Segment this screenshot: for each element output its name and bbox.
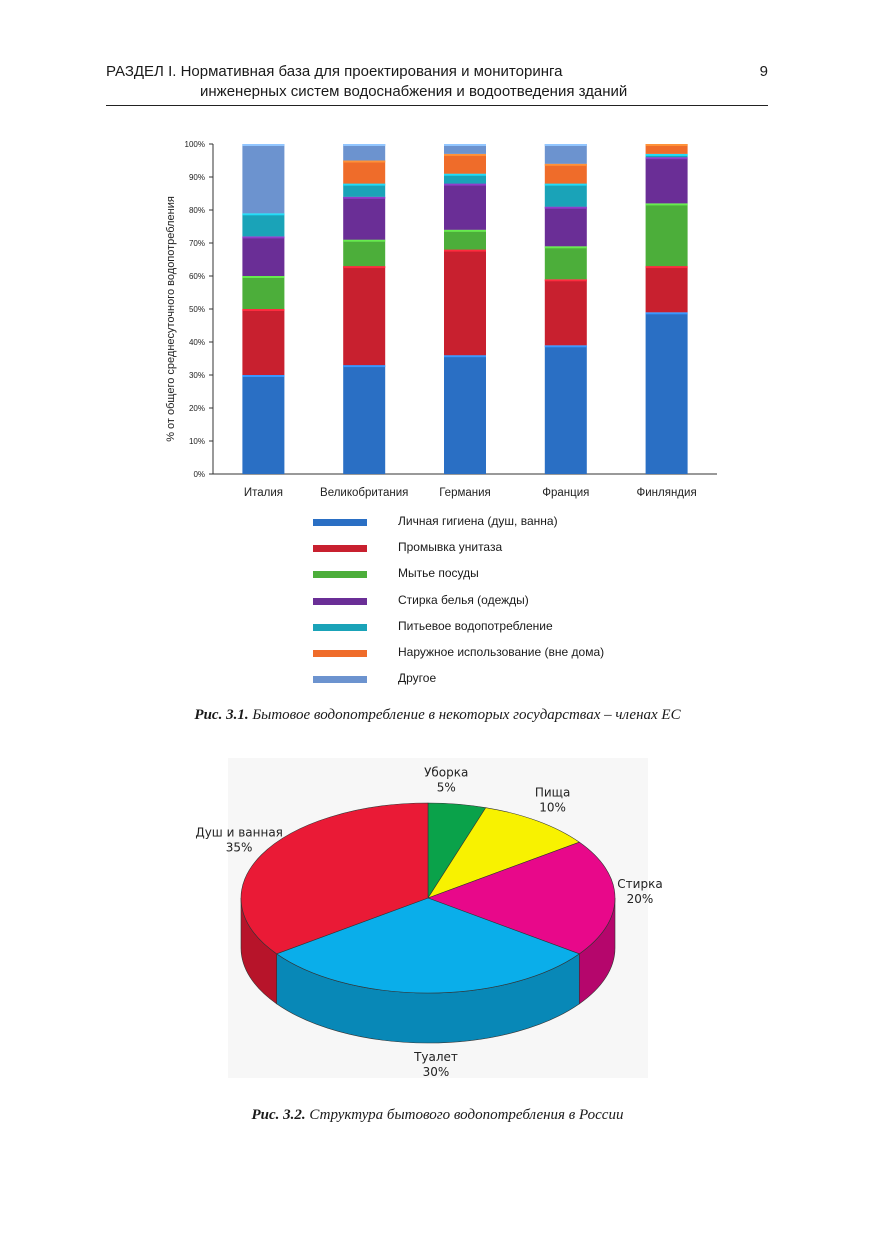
bar-segment-highlight bbox=[343, 161, 385, 163]
y-tick-label: 90% bbox=[188, 173, 205, 182]
figure-3-2-caption bbox=[0, 1107, 875, 1124]
bar-segment bbox=[646, 144, 688, 154]
header-title-line2: инженерных систем водоснабжения и водоотведения зданий bbox=[200, 83, 628, 100]
bar-segment-fill bbox=[343, 197, 385, 240]
pie-label bbox=[617, 877, 662, 906]
bar-segment-highlight bbox=[545, 144, 587, 146]
y-tick-label: 100% bbox=[184, 140, 205, 149]
y-tick-label: 20% bbox=[188, 404, 205, 413]
x-category-label: Германия bbox=[439, 487, 491, 499]
bar-segment-highlight bbox=[545, 184, 587, 186]
bar-segment-highlight bbox=[444, 355, 486, 357]
bar-segment bbox=[343, 266, 385, 365]
bar-segment bbox=[646, 154, 688, 157]
y-tick-label: 40% bbox=[188, 338, 205, 347]
pie-label-name: Душ и ванная bbox=[195, 825, 283, 840]
bar-segment bbox=[545, 345, 587, 474]
x-category-label: Великобритания bbox=[320, 487, 409, 499]
bar-segment-highlight bbox=[343, 184, 385, 186]
bar-segment bbox=[242, 309, 284, 375]
header-title-line1: РАЗДЕЛ I. Нормативная база для проектирования и мониторинга bbox=[106, 63, 563, 80]
bar-segment-highlight bbox=[545, 345, 587, 347]
pie-label-value: 10% bbox=[539, 800, 566, 815]
y-tick-label: 10% bbox=[188, 437, 205, 446]
y-tick-label: 0% bbox=[193, 470, 205, 479]
page-number: 9 bbox=[759, 63, 768, 80]
pie-label bbox=[413, 1050, 458, 1079]
pie-chart-3d bbox=[195, 758, 663, 1079]
bar-segment bbox=[545, 246, 587, 279]
bar-segment bbox=[444, 154, 486, 174]
bar-segment-highlight bbox=[343, 144, 385, 146]
bar-segment bbox=[545, 207, 587, 247]
bar-segment bbox=[343, 365, 385, 474]
y-tick-label: 30% bbox=[188, 371, 205, 380]
bar-segment bbox=[444, 250, 486, 356]
bar-segment-highlight bbox=[545, 279, 587, 281]
y-tick-label: 50% bbox=[188, 305, 205, 314]
legend-label: Личная гигиена (душ, ванна) bbox=[398, 514, 558, 528]
bar-segment-fill bbox=[242, 309, 284, 375]
bar-segment-fill bbox=[343, 161, 385, 184]
bar-segment-fill bbox=[343, 266, 385, 365]
bar-segment-highlight bbox=[444, 174, 486, 176]
bar-segment-fill bbox=[242, 236, 284, 276]
bar-segment bbox=[343, 240, 385, 266]
legend-label: Питьевое водопотребление bbox=[398, 618, 553, 633]
bar-segment-fill bbox=[242, 144, 284, 213]
legend-swatch bbox=[313, 545, 367, 552]
bar-segment-fill bbox=[646, 203, 688, 266]
bar-segment bbox=[242, 144, 284, 213]
bar-segment-fill bbox=[343, 240, 385, 266]
bar-segment-fill bbox=[545, 144, 587, 164]
bar-segment-highlight bbox=[242, 276, 284, 278]
bar-segment bbox=[242, 236, 284, 276]
bar-segment-highlight bbox=[646, 266, 688, 268]
x-category-label: Финляндия bbox=[636, 487, 697, 499]
stacked-bar-chart bbox=[150, 135, 730, 505]
pie-label bbox=[535, 786, 570, 815]
bar-segment-fill bbox=[444, 184, 486, 230]
y-axis-title: % от общего среднесуточного водопотребления bbox=[165, 196, 177, 442]
bar-segment-fill bbox=[444, 154, 486, 174]
bar-segment bbox=[646, 312, 688, 474]
bar-segment-highlight bbox=[242, 375, 284, 377]
bar-segment-highlight bbox=[242, 144, 284, 146]
bar-segment-highlight bbox=[242, 213, 284, 215]
bar-segment bbox=[545, 184, 587, 207]
figure-3-2-text: Структура бытового водопотребления в России bbox=[305, 1107, 624, 1123]
bar-segment-highlight bbox=[545, 164, 587, 166]
bar-segment bbox=[444, 230, 486, 250]
pie-label-value: 30% bbox=[422, 1065, 450, 1079]
y-tick-label: 80% bbox=[188, 206, 205, 215]
bar-segment-highlight bbox=[242, 236, 284, 238]
bar-segment bbox=[646, 266, 688, 312]
legend-swatch bbox=[313, 650, 367, 657]
bar-segment bbox=[646, 203, 688, 266]
pie-label-name: Стирка bbox=[617, 877, 663, 891]
legend-label: Другое bbox=[398, 671, 437, 686]
bar-segment bbox=[242, 375, 284, 474]
bar-segment-highlight bbox=[343, 266, 385, 268]
bar-segment-highlight bbox=[343, 365, 385, 367]
bar-segment-highlight bbox=[646, 154, 688, 156]
legend-swatch bbox=[313, 624, 367, 631]
bar-segment-fill bbox=[545, 246, 587, 279]
pie-label-value: 35% bbox=[225, 840, 253, 855]
legend-label: Промывка унитаза bbox=[398, 540, 503, 555]
bar-segment bbox=[242, 213, 284, 236]
bar-segment-fill bbox=[242, 213, 284, 236]
bar-segment-highlight bbox=[545, 207, 587, 209]
bar-segment bbox=[444, 174, 486, 184]
y-tick-label: 70% bbox=[188, 239, 205, 248]
bar-segment-fill bbox=[545, 207, 587, 247]
bar-segment bbox=[444, 144, 486, 154]
bar-segment-highlight bbox=[444, 184, 486, 186]
y-tick-label: 60% bbox=[188, 272, 205, 281]
bar-segment bbox=[444, 355, 486, 474]
bar-segment-highlight bbox=[343, 197, 385, 199]
pie-label-value: 5% bbox=[436, 780, 456, 795]
pie-label-value: 20% bbox=[626, 892, 654, 906]
bar-segment-highlight bbox=[444, 230, 486, 232]
pie-label-name: Туалет bbox=[414, 1050, 458, 1064]
bar-segment bbox=[444, 184, 486, 230]
bar-segment bbox=[646, 157, 688, 203]
bar-segment-highlight bbox=[646, 144, 688, 146]
bar-segment bbox=[343, 144, 385, 161]
bar-segment-highlight bbox=[242, 309, 284, 311]
bar-segment-highlight bbox=[646, 157, 688, 159]
bar-segment-fill bbox=[545, 164, 587, 184]
bar-segment-fill bbox=[444, 250, 486, 356]
figure-3-1-text: Бытовое водопотребление в некоторых государствах – членах ЕС bbox=[248, 707, 681, 723]
bar-segment-fill bbox=[646, 157, 688, 203]
bar-segment-fill bbox=[646, 312, 688, 474]
legend-label: Мытье посуды bbox=[398, 566, 479, 581]
bar-segment-highlight bbox=[545, 246, 587, 248]
bar-segment-highlight bbox=[646, 203, 688, 205]
legend-swatch bbox=[313, 571, 367, 578]
pie-label bbox=[424, 765, 468, 794]
pie-label-name: Уборка bbox=[424, 765, 469, 780]
bar-segment bbox=[545, 279, 587, 345]
bar-segment-fill bbox=[242, 276, 284, 309]
bar-segment bbox=[242, 276, 284, 309]
bar-segment bbox=[545, 144, 587, 164]
bar-segment-fill bbox=[444, 355, 486, 474]
legend-label: Наружное использование (вне дома) bbox=[398, 644, 605, 659]
legend-swatch bbox=[313, 598, 367, 605]
bar-segment-highlight bbox=[343, 240, 385, 242]
pie-label-name: Пища bbox=[534, 785, 571, 800]
page-header bbox=[106, 62, 768, 106]
bar-segment bbox=[545, 164, 587, 184]
legend-swatch bbox=[313, 519, 367, 526]
bar-segment bbox=[343, 161, 385, 184]
legend-label: Стирка белья (одежды) bbox=[398, 592, 529, 607]
legend-swatch bbox=[313, 676, 367, 683]
figure-3-1-label: Рис. 3.1. bbox=[194, 707, 249, 723]
bar-segment-fill bbox=[646, 266, 688, 312]
bar-segment-fill bbox=[545, 345, 587, 474]
bar-segment-fill bbox=[343, 365, 385, 474]
bar-segment-fill bbox=[545, 279, 587, 345]
x-category-label: Италия bbox=[243, 487, 283, 499]
bar-segment-highlight bbox=[646, 312, 688, 314]
bar-segment-fill bbox=[242, 375, 284, 474]
bar-segment-highlight bbox=[444, 250, 486, 252]
x-category-label: Франция bbox=[542, 487, 590, 499]
bar-segment-fill bbox=[343, 144, 385, 161]
bar-segment-fill bbox=[444, 230, 486, 250]
figure-3-1-caption bbox=[0, 707, 875, 724]
bar-segment-highlight bbox=[444, 154, 486, 156]
figure-3-2-label: Рис. 3.2. bbox=[251, 1107, 306, 1123]
bar-segment-highlight bbox=[444, 144, 486, 146]
bar-segment-fill bbox=[545, 184, 587, 207]
bar-segment bbox=[343, 197, 385, 240]
bar-segment bbox=[343, 184, 385, 197]
